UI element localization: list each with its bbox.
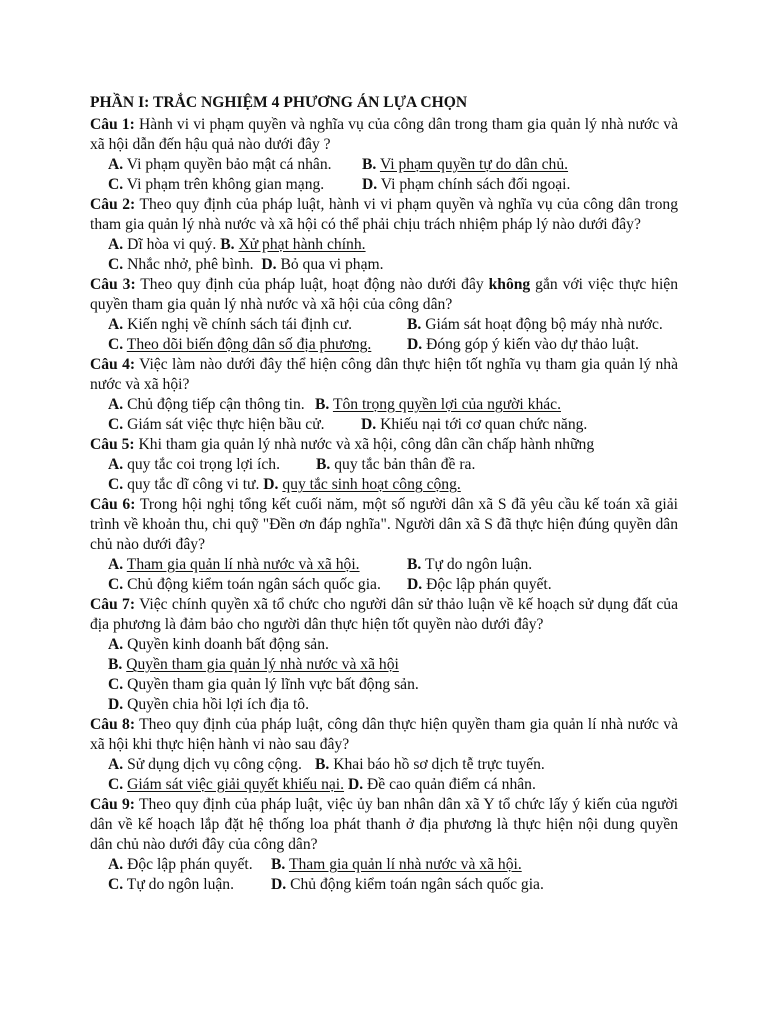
option-c[interactable]: C. Nhắc nhở, phê bình. (108, 256, 254, 273)
question-6 (90, 495, 678, 595)
option-c[interactable]: C. Quyền tham gia quản lý lĩnh vực bất động sản. (108, 676, 419, 693)
question-label: Câu 2: (90, 196, 136, 213)
option-b[interactable]: B. Xử phạt hành chính. (220, 236, 366, 253)
option-b[interactable]: B. Quyền tham gia quản lý nhà nước và xã hội (108, 656, 399, 673)
question-5 (90, 435, 678, 495)
question-label: Câu 4: (90, 356, 136, 373)
option-c[interactable]: C. Giám sát việc giải quyết khiếu nại. (108, 776, 345, 793)
question-label: Câu 1: (90, 116, 135, 133)
option-c[interactable]: C. Chủ động kiểm toán ngân sách quốc gia. (108, 576, 381, 593)
question-8 (90, 715, 678, 795)
option-a[interactable]: A. Quyền kinh doanh bất động sản. (108, 636, 329, 653)
option-b[interactable]: B. Giám sát hoạt động bộ máy nhà nước. (407, 316, 663, 333)
option-b[interactable]: B. quy tắc bản thân đề ra. (316, 456, 476, 473)
option-b[interactable]: B. Tham gia quản lí nhà nước và xã hội. (271, 856, 522, 873)
question-text: Việc làm nào dưới đây thể hiện công dân thực hiện tốt nghĩa vụ tham gia quản lý nhà nước và xã hội? (90, 356, 679, 393)
question-emphasis: không (488, 276, 531, 293)
option-c[interactable]: C. quy tắc dĩ công vi tư. (108, 476, 260, 493)
question-7 (90, 595, 678, 715)
option-c[interactable]: C. Giám sát việc thực hiện bầu cử. (108, 416, 325, 433)
option-a[interactable]: A. Sử dụng dịch vụ công cộng. (108, 756, 302, 773)
option-b[interactable]: B. Vi phạm quyền tự do dân chủ. (362, 156, 569, 173)
question-text: Theo quy định của pháp luật, việc ủy ban nhân dân xã Y tổ chức lấy ý kiến của người dân về kế hoạch lắp đặt hệ thống loa phát thanh ở địa phương là thực hiện nội dung quyền dân chủ nào dưới đây của công dân? (90, 796, 678, 853)
option-d[interactable]: D. Khiếu nại tới cơ quan chức năng. (361, 416, 588, 433)
option-b[interactable]: B. Khai báo hồ sơ dịch tễ trực tuyến. (315, 756, 545, 773)
option-d[interactable]: D. Quyền chia hồi lợi ích địa tô. (108, 696, 309, 713)
option-a[interactable]: A. quy tắc coi trọng lợi ích. (108, 456, 280, 473)
option-c[interactable]: C. Vi phạm trên không gian mạng. (108, 176, 325, 193)
option-a[interactable]: A. Độc lập phán quyết. (108, 856, 253, 873)
option-b[interactable]: B. Tôn trọng quyền lợi của người khác. (315, 396, 561, 413)
option-a[interactable]: A. Chủ động tiếp cận thông tin. (108, 396, 305, 413)
section-heading: PHẦN I: TRẮC NGHIỆM 4 PHƯƠNG ÁN LỰA CHỌN (90, 94, 468, 111)
option-d[interactable]: D. quy tắc sinh hoạt công cộng. (263, 476, 461, 493)
option-a[interactable]: A. Vi phạm quyền bảo mật cá nhân. (108, 156, 332, 173)
document-page (90, 93, 678, 895)
question-4 (90, 355, 678, 435)
question-text: Hành vi vi phạm quyền và nghĩa vụ của công dân trong tham gia quản lý nhà nước và xã hội dẫn đến hậu quả nào dưới đây ? (90, 116, 678, 153)
question-label: Câu 7: (90, 596, 136, 613)
option-a[interactable]: A. Dĩ hòa vi quý. (108, 236, 217, 253)
question-text: Khi tham gia quản lý nhà nước và xã hội, công dân cần chấp hành những (138, 436, 595, 453)
option-d[interactable]: D. Bỏ qua vi phạm. (261, 256, 384, 273)
question-text: Việc chính quyền xã tổ chức cho người dân sử thảo luận về kế hoạch sử dụng đất của địa phương là đảm bảo cho người dân thực hiện tốt quyền nào dưới đây? (90, 596, 678, 633)
question-text: Theo quy định của pháp luật, hoạt động nào dưới đây (140, 276, 484, 293)
question-label: Câu 8: (90, 716, 136, 733)
option-c[interactable]: C. Theo dõi biến động dân số địa phương. (108, 336, 372, 353)
option-a[interactable]: A. Kiến nghị về chính sách tái định cư. (108, 316, 353, 333)
option-c[interactable]: C. Tự do ngôn luận. (108, 876, 234, 893)
question-text: Trong hội nghị tổng kết cuối năm, một số người dân xã S đã yêu cầu kế toán xã giải trình về khoản thu, chi quỹ "Đền ơn đáp nghĩa". Người dân xã S đã thực hiện đúng quyền dân chủ nào dưới đây? (90, 496, 678, 553)
question-3 (90, 275, 678, 355)
option-d[interactable]: D. Đề cao quản điểm cá nhân. (347, 776, 536, 793)
option-d[interactable]: D. Đóng góp ý kiến vào dự thảo luật. (407, 336, 639, 353)
question-text: Theo quy định của pháp luật, công dân thực hiện quyền tham gia quản lí nhà nước và xã hội khi thực hiện hành vi nào sau đây? (90, 716, 678, 753)
question-2 (90, 195, 678, 275)
option-d[interactable]: D. Vi phạm chính sách đối ngoại. (362, 176, 571, 193)
option-b[interactable]: B. Tự do ngôn luận. (407, 556, 533, 573)
question-label: Câu 3: (90, 276, 136, 293)
question-label: Câu 6: (90, 496, 136, 513)
question-1 (90, 115, 678, 195)
question-text-cont: gắn với việc thực hiện quyền tham gia quản lý nhà nước và xã hội của công dân? (90, 276, 679, 313)
option-d[interactable]: D. Độc lập phán quyết. (407, 576, 552, 593)
option-a[interactable]: A. Tham gia quản lí nhà nước và xã hội. (108, 556, 360, 573)
option-d[interactable]: D. Chủ động kiểm toán ngân sách quốc gia. (271, 876, 544, 893)
question-label: Câu 5: (90, 436, 135, 453)
question-label: Câu 9: (90, 796, 135, 813)
question-9 (90, 795, 678, 895)
question-text: Theo quy định của pháp luật, hành vi vi phạm quyền và nghĩa vụ của công dân trong tham gia quản lý nhà nước và xã hội có thể phải chịu trách nhiệm pháp lý nào dưới đây? (90, 196, 678, 233)
